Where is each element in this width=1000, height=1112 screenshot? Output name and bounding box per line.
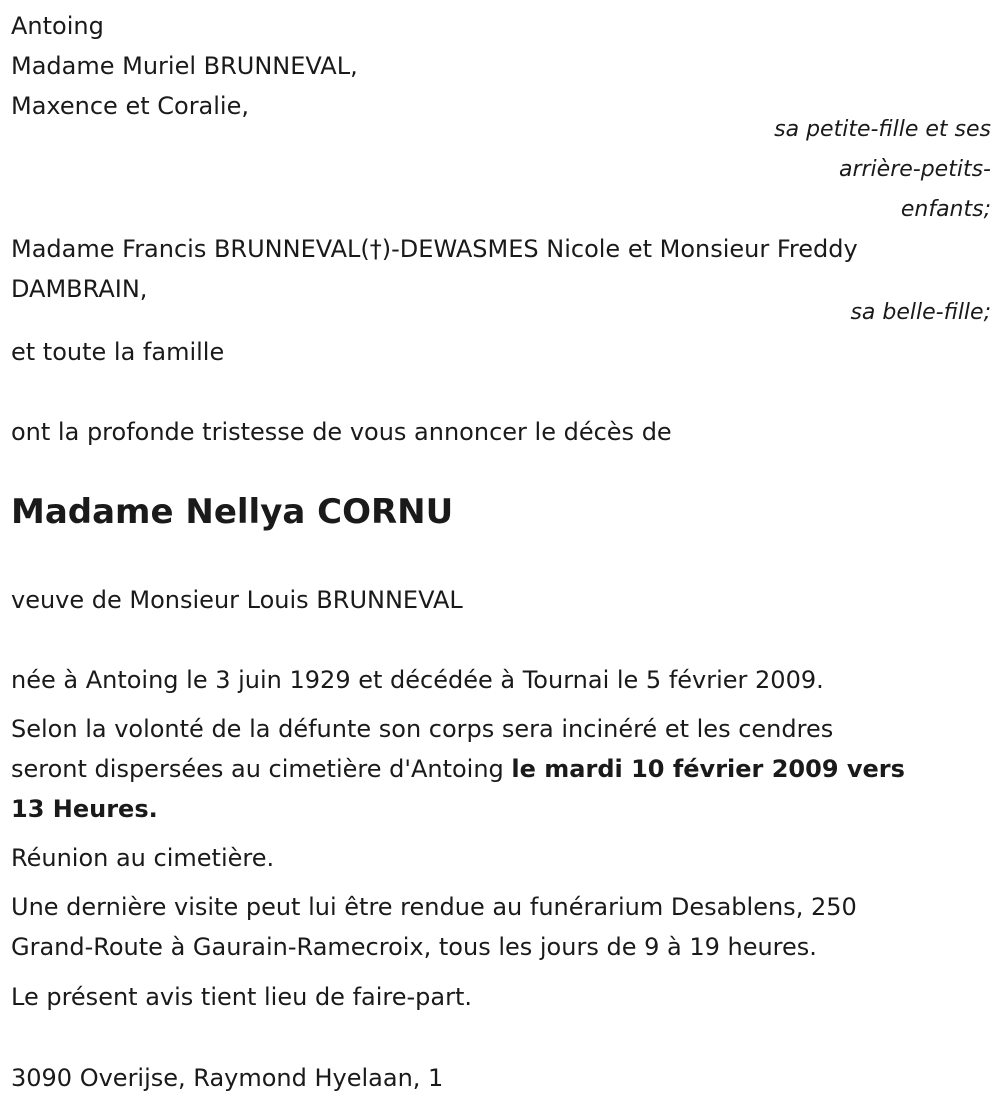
visit-line1: Une dernière visite peut lui être rendue au funérarium Desablens, 250 xyxy=(11,893,857,921)
ceremony-line3 xyxy=(11,789,158,829)
notice-text: Le présent avis tient lieu de faire-part. xyxy=(11,983,473,1011)
relation-label-line3: enfants; xyxy=(900,197,991,222)
announcement-text: ont la profonde tristesse de vous annoncer le décès de xyxy=(11,418,672,446)
contact-address: 3090 Overijse, Raymond Hyelaan, 1 xyxy=(11,1064,444,1092)
ceremony-line2-text: seront dispersées au cimetière d'Antoing xyxy=(11,755,512,783)
ceremony-line2 xyxy=(11,749,905,789)
family-member-granddaughter: Madame Muriel BRUNNEVAL, xyxy=(11,52,358,80)
ceremony-line1: Selon la volonté de la défunte son corps sera incinéré et les cendres xyxy=(11,715,834,743)
meeting-place: Réunion au cimetière. xyxy=(11,844,275,872)
family-location: Antoing xyxy=(11,12,104,40)
deceased-name: Madame Nellya CORNU xyxy=(11,492,454,532)
ceremony-date-time: le mardi 10 février 2009 vers xyxy=(511,755,905,783)
relation-label-line2: arrière-petits- xyxy=(838,157,991,182)
relation-label-daughter-in-law: sa belle-fille; xyxy=(850,300,991,325)
family-daughter-in-law-line2: DAMBRAIN, xyxy=(11,275,148,303)
relation-label-line1: sa petite-fille et ses xyxy=(774,117,991,142)
visit-line2: Grand-Route à Gaurain-Ramecroix, tous les jours de 9 à 19 heures. xyxy=(11,933,817,961)
family-all: et toute la famille xyxy=(11,338,225,366)
widow-of: veuve de Monsieur Louis BRUNNEVAL xyxy=(11,586,463,614)
family-great-grandchildren: Maxence et Coralie, xyxy=(11,92,249,120)
birth-death-dates: née à Antoing le 3 juin 1929 et décédée à Tournai le 5 février 2009. xyxy=(11,666,824,694)
ceremony-hour: 13 Heures. xyxy=(11,795,158,823)
family-daughter-in-law-line1: Madame Francis BRUNNEVAL(†)-DEWASMES Nicole et Monsieur Freddy xyxy=(11,235,858,263)
